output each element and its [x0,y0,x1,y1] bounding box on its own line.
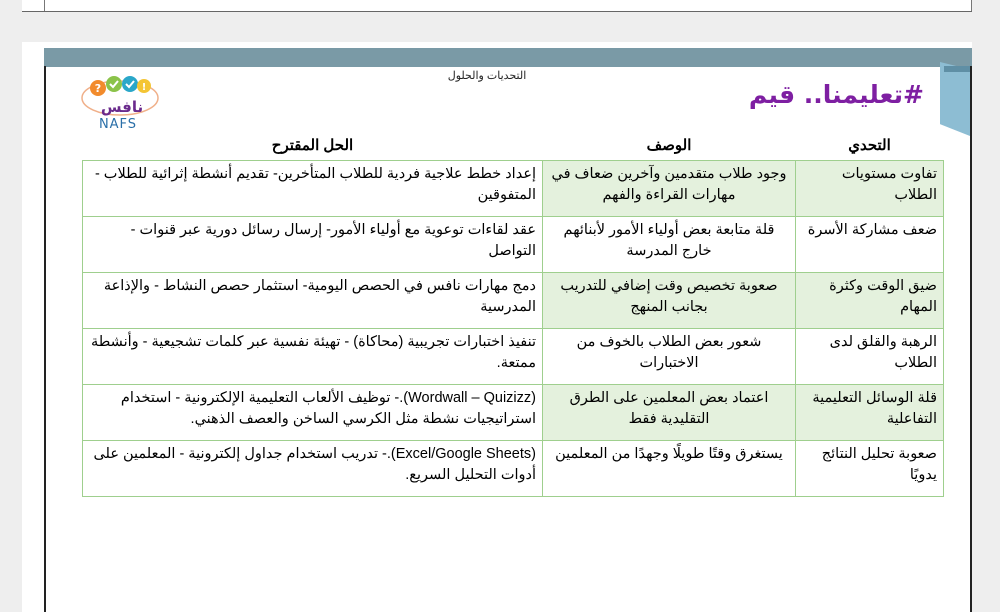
hashtag-title: #تعليمنا.. قيم [748,80,924,109]
document-page [22,42,972,612]
header-description: الوصف [646,137,692,154]
solution-cell: عقد لقاءات توعوية مع أولياء الأمور- إرسال رسائل دورية عبر قنوات - التواصل [83,217,543,273]
table-row [83,217,944,273]
header-challenge: التحدي [848,137,891,154]
challenge-cell: ضيق الوقت وكثرة المهام [796,273,944,329]
header-solution: الحل المقترح [271,137,354,154]
table-row [83,161,944,217]
challenge-cell: الرهبة والقلق لدى الطلاب [796,329,944,385]
page-border-left [44,66,46,612]
svg-text:?: ? [94,82,102,95]
table-row [83,385,944,441]
challenges-table [82,130,944,497]
corner-ribbon [940,62,970,136]
table-row [83,329,944,385]
solution-cell: دمج مهارات نافس في الحصص اليومية- استثمار حصص النشاط - والإذاعة المدرسية [83,273,543,329]
previous-page-edge [22,0,972,12]
challenge-cell: تفاوت مستويات الطلاب [796,161,944,217]
description-cell: شعور بعض الطلاب بالخوف من الاختبارات [543,329,796,385]
logo-text-en: NAFS [98,117,138,132]
table-row [83,273,944,329]
header-title: التحديات والحلول [447,70,527,82]
solution-cell: تنفيذ اختبارات تجريبية (محاكاة) - تهيئة نفسية عبر كلمات تشجيعية - وأنشطة ممتعة. [83,329,543,385]
challenge-cell: صعوبة تحليل النتائج يدويًا [796,441,944,497]
nafs-logo-icon [78,74,162,132]
solution-cell: (Excel/Google Sheets).- تدريب استخدام جداول إلكترونية - المعلمين على أدوات التحليل السريع. [83,441,543,497]
corner-ribbon-top [944,66,970,72]
challenge-cell: قلة الوسائل التعليمية التفاعلية [796,385,944,441]
description-cell: يستغرق وقتًا طويلًا وجهدًا من المعلمين [543,441,796,497]
description-cell: اعتماد بعض المعلمين على الطرق التقليدية فقط [543,385,796,441]
page-border-right [970,66,972,612]
svg-text:!: ! [141,82,147,93]
challenge-cell: ضعف مشاركة الأسرة [796,217,944,273]
page-header-band [44,48,972,67]
logo-text-ar: نافس [100,98,144,116]
table-header-row [83,130,944,161]
description-cell: وجود طلاب متقدمين وآخرين ضعاف في مهارات القراءة والفهم [543,161,796,217]
description-cell: صعوبة تخصيص وقت إضافي للتدريب بجانب المنهج [543,273,796,329]
solution-cell: إعداد خطط علاجية فردية للطلاب المتأخرين- تقديم أنشطة إثرائية للطلاب - المتفوقين [83,161,543,217]
table-row [83,441,944,497]
description-cell: قلة متابعة بعض أولياء الأمور لأبنائهم خارج المدرسة [543,217,796,273]
solution-cell: (Wordwall – Quizizz).- توظيف الألعاب التعليمية الإلكترونية - استخدام استراتيجيات نشطة مثل الكرسي الساخن والعصف الذهني. [83,385,543,441]
